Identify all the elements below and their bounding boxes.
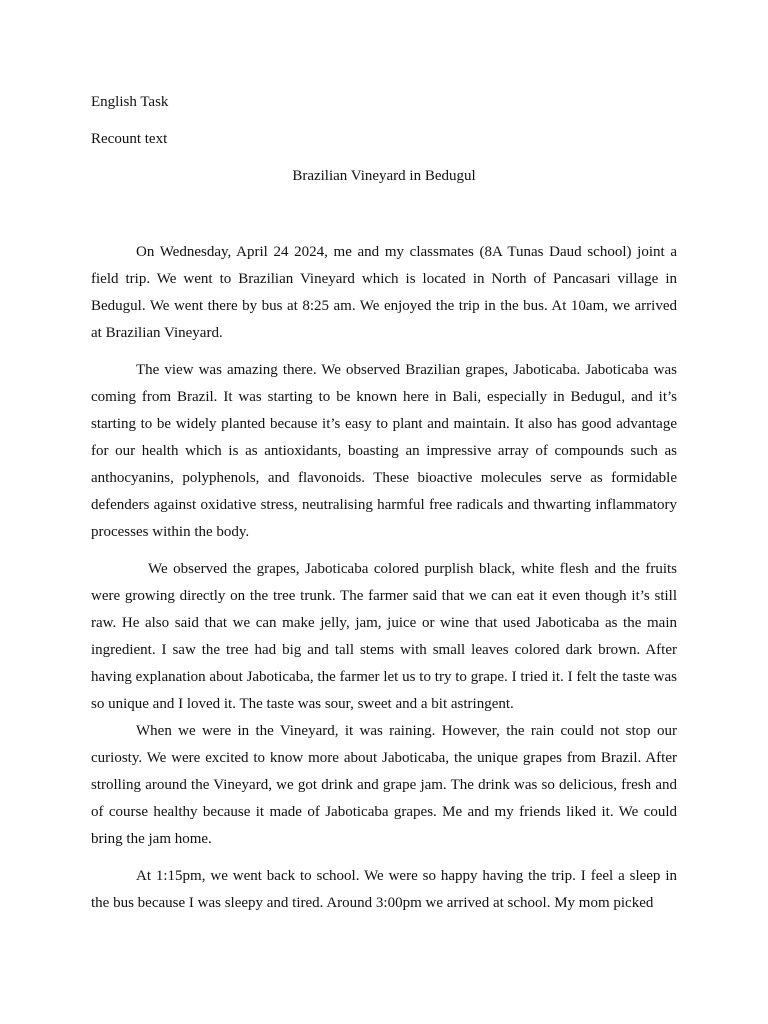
paragraph-3: We observed the grapes, Jaboticaba colored purplish black, white flesh and the fruits were growing directly on the tree trunk. The farmer said that we can eat it even though it’s still raw. He also said that we can make jelly, jam, juice or wine that used Jaboticaba as the main ingredient. I saw the tree had big and tall stems with small leaves colored dark brown. After having explanation about Jaboticaba, the farmer let us to try to grape. I tried it. I felt the taste was so unique and I loved it. The taste was sour, sweet and a bit astringent. [91,561,677,712]
paragraph-2: The view was amazing there. We observed Brazilian grapes, Jaboticaba. Jaboticaba was coming from Brazil. It was starting to be known here in Bali, especially in Bedugul, and it’s starting to be widely planted because it’s easy to plant and maintain. It also has good advantage for our health which is as antioxidants, boasting an impressive array of compounds such as anthocyanins, polyphenols, and flavonoids. These bioactive molecules serve as formidable defenders against oxidative stress, neutralising harmful free radicals and thwarting inflammatory processes within the body. [91,362,677,540]
paragraph-4: When we were in the Vineyard, it was raining. However, the rain could not stop our curiosty. We were excited to know more about Jaboticaba, the unique grapes from Brazil. After strolling around the Vineyard, we got drink and grape jam. The drink was so delicious, fresh and of course healthy because it made of Jaboticaba grapes. Me and my friends liked it. We could bring the jam home. [91,723,677,847]
document-heading-subject: English Task [91,94,169,110]
document-title: Brazilian Vineyard in Bedugul [292,168,476,184]
paragraph-5: At 1:15pm, we went back to school. We were so happy having the trip. I feel a sleep in the bus because I was sleepy and tired. Around 3:00pm we arrived at school. My mom picked [91,868,677,911]
paragraph-1: On Wednesday, April 24 2024, me and my classmates (8A Tunas Daud school) joint a field trip. We went to Brazilian Vineyard which is located in North of Pancasari village in Bedugul. We went there by bus at 8:25 am. We enjoyed the trip in the bus. At 10am, we arrived at Brazilian Vineyard. [91,244,677,341]
document-heading-text-type: Recount text [91,131,168,147]
